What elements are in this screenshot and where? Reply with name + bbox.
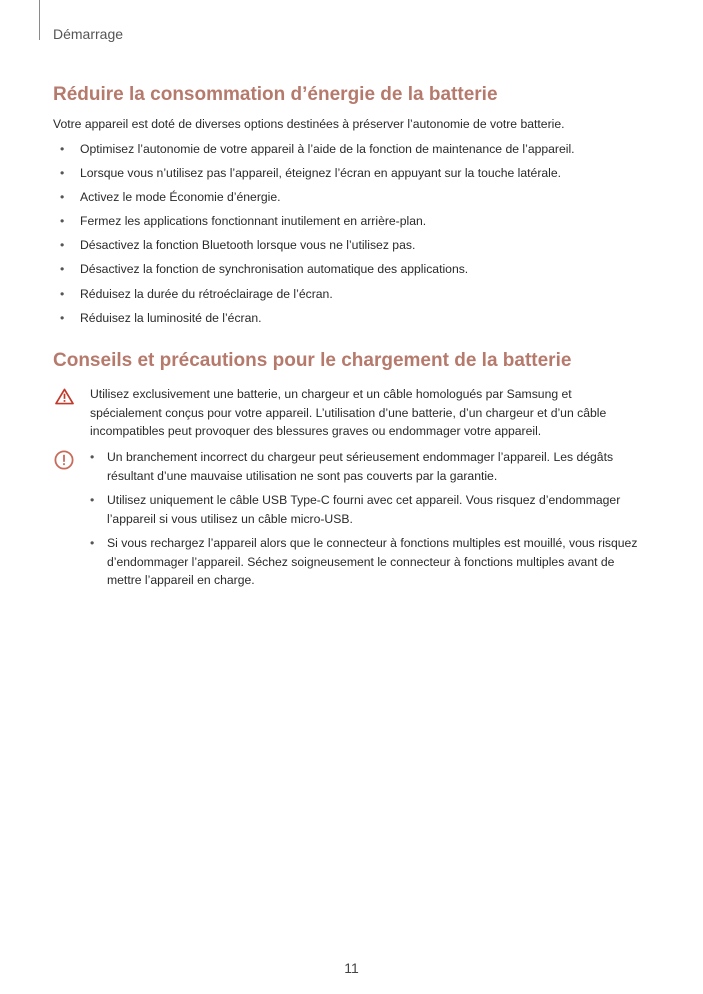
list-item	[53, 287, 575, 311]
list-item	[90, 491, 645, 528]
bullet: •	[90, 536, 95, 550]
tip-text: Réduisez la durée du rétroéclairage de l’écran.	[80, 286, 333, 301]
bullet: •	[60, 286, 65, 301]
bullet: •	[60, 214, 65, 229]
list-item	[53, 262, 575, 286]
notice-text: Un branchement incorrect du chargeur peut sérieusement endommager l’appareil. Les dégâts résultant d’une mauvaise utilisation ne sont pas couverts par la garantie.	[107, 450, 614, 483]
bullet: •	[60, 262, 65, 277]
list-item	[53, 311, 575, 335]
tip-text: Optimisez l’autonomie de votre appareil à l’aide de la fonction de maintenance de l’appareil.	[80, 142, 575, 156]
bullet: •	[60, 190, 65, 205]
tip-text: Réduisez la luminosité de l’écran.	[80, 310, 262, 325]
bullet: •	[90, 450, 95, 464]
exclamation-circle-icon	[54, 450, 74, 470]
notice-text: Si vous rechargez l’appareil alors que le connecteur à fonctions multiples est mouillé, vous risquez d’endommager l’appareil. Séchez soigneusement le connecteur à fonctions multiples avant de mettre l’appareil en charge.	[107, 536, 638, 587]
battery-intro: Votre appareil est doté de diverses options destinées à préserver l’autonomie de votre batterie.	[53, 117, 565, 131]
bullet: •	[60, 310, 65, 325]
charging-section-title: Conseils et précautions pour le chargement de la batterie	[53, 350, 572, 371]
notice-list	[90, 448, 645, 596]
list-item	[53, 166, 575, 190]
list-item	[90, 534, 645, 590]
warning-triangle-icon	[55, 388, 74, 405]
bullet: •	[60, 166, 65, 181]
list-item	[90, 448, 645, 485]
bullet: •	[60, 238, 65, 253]
list-item	[53, 238, 575, 262]
list-item	[53, 214, 575, 238]
notice-text: Utilisez uniquement le câble USB Type-C fourni avec cet appareil. Vous risquez d’endommager l’appareil si vous utilisez un câble micro-USB.	[107, 493, 621, 526]
section-label: Démarrage	[53, 26, 124, 42]
tip-text: Désactivez la fonction de synchronisation automatique des applications.	[80, 262, 469, 277]
bullet: •	[60, 142, 65, 156]
list-item	[53, 142, 575, 166]
list-item	[53, 190, 575, 214]
battery-tips-list	[53, 142, 575, 335]
tip-text: Activez le mode Économie d’énergie.	[80, 190, 281, 205]
tip-text: Fermez les applications fonctionnant inutilement en arrière-plan.	[80, 214, 427, 229]
header-divider	[39, 0, 40, 40]
caution-text: Utilisez exclusivement une batterie, un chargeur et un câble homologués par Samsung et spécialement conçus pour votre appareil. L’utilisation d’une batterie, d’un chargeur et d’un câble incompatibles peut provoquer des blessures graves ou endommager votre appareil.	[90, 387, 607, 438]
tip-text: Désactivez la fonction Bluetooth lorsque vous ne l’utilisez pas.	[80, 238, 416, 253]
tip-text: Lorsque vous n’utilisez pas l’appareil, éteignez l’écran en appuyant sur la touche latérale.	[80, 166, 562, 181]
battery-section-title: Réduire la consommation d’énergie de la batterie	[53, 84, 498, 105]
bullet: •	[90, 493, 95, 507]
page-number: 11	[344, 960, 359, 976]
